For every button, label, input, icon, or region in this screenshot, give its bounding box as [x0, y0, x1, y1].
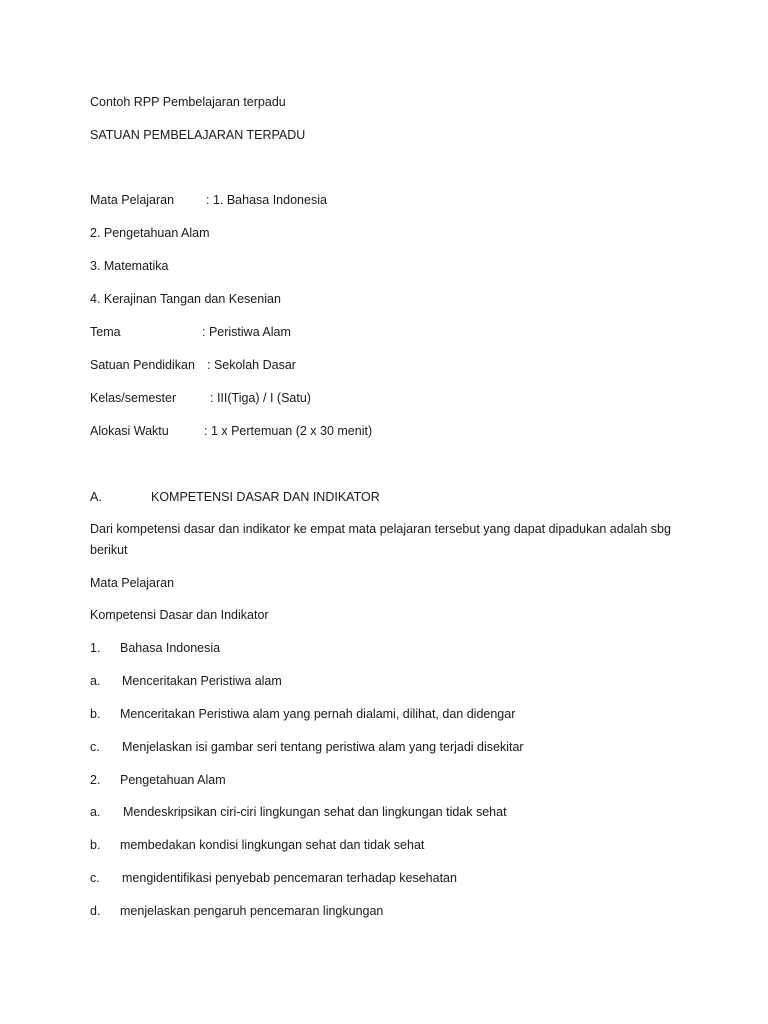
list-item: [90, 837, 690, 853]
subject-marker: 1.: [90, 641, 101, 655]
list-item-marker: c.: [90, 871, 100, 885]
satuan-label: Satuan Pendidikan: [90, 358, 195, 372]
list-item: [90, 804, 690, 820]
list-item: [90, 673, 690, 689]
list-item-text: Menceritakan Peristiwa alam yang pernah dialami, dilihat, dan didengar: [120, 707, 516, 721]
mapel-item-2: 2. Pengetahuan Alam: [90, 226, 210, 240]
document-subtitle: SATUAN PEMBELAJARAN TERPADU: [90, 128, 306, 142]
mapel-item-4: 4. Kerajinan Tangan dan Kesenian: [90, 292, 281, 306]
subject-name: Bahasa Indonesia: [120, 641, 221, 655]
list-item: [90, 739, 690, 755]
kelas-label: Kelas/semester: [90, 391, 177, 405]
tema-row: [90, 324, 490, 340]
list-item-text: Menceritakan Peristiwa alam: [122, 674, 282, 688]
list-item: [90, 706, 690, 722]
alokasi-row: [90, 423, 490, 439]
list-item-text: Menjelaskan isi gambar seri tentang peristiwa alam yang terjadi disekitar: [122, 740, 524, 754]
tema-value: : Peristiwa Alam: [202, 325, 291, 339]
list-item-marker: a.: [90, 805, 101, 819]
mapel-row: [90, 192, 490, 208]
subject-2-row: [90, 772, 490, 788]
list-item-marker: b.: [90, 838, 101, 852]
alokasi-label: Alokasi Waktu: [90, 424, 169, 438]
kelas-row: [90, 390, 490, 406]
document-title: Contoh RPP Pembelajaran terpadu: [90, 95, 286, 109]
list-item: [90, 903, 690, 919]
section-a-intro: Dari kompetensi dasar dan indikator ke empat mata pelajaran tersebut yang dapat dipadukan adalah sbg berikut: [90, 522, 671, 557]
list-item-marker: c.: [90, 740, 100, 754]
alokasi-value: : 1 x Pertemuan (2 x 30 menit): [204, 424, 373, 438]
list-item-marker: d.: [90, 904, 101, 918]
col-kompetensi-heading: Kompetensi Dasar dan Indikator: [90, 608, 269, 622]
list-item-text: menjelaskan pengaruh pencemaran lingkungan: [120, 904, 384, 918]
mapel-item-3: 3. Matematika: [90, 259, 169, 273]
section-a-marker: A.: [90, 490, 102, 504]
list-item-text: mengidentifikasi penyebab pencemaran terhadap kesehatan: [122, 871, 457, 885]
list-item-marker: a.: [90, 674, 101, 688]
mapel-label: Mata Pelajaran: [90, 193, 175, 207]
subject-1-row: [90, 640, 490, 656]
subject-name: Pengetahuan Alam: [120, 773, 226, 787]
list-item-marker: b.: [90, 707, 101, 721]
section-a-heading: KOMPETENSI DASAR DAN INDIKATOR: [151, 490, 380, 504]
list-item-text: Mendeskripsikan ciri-ciri lingkungan sehat dan lingkungan tidak sehat: [123, 805, 507, 819]
subject-marker: 2.: [90, 773, 101, 787]
kelas-value: : III(Tiga) / I (Satu): [210, 391, 311, 405]
section-a-heading-row: [90, 489, 490, 505]
list-item: [90, 870, 690, 886]
col-mapel-heading: Mata Pelajaran: [90, 576, 175, 590]
tema-label: Tema: [90, 325, 121, 339]
mapel-value: : 1. Bahasa Indonesia: [206, 193, 327, 207]
satuan-value: : Sekolah Dasar: [207, 358, 296, 372]
satuan-row: [90, 357, 490, 373]
list-item-text: membedakan kondisi lingkungan sehat dan tidak sehat: [120, 838, 425, 852]
